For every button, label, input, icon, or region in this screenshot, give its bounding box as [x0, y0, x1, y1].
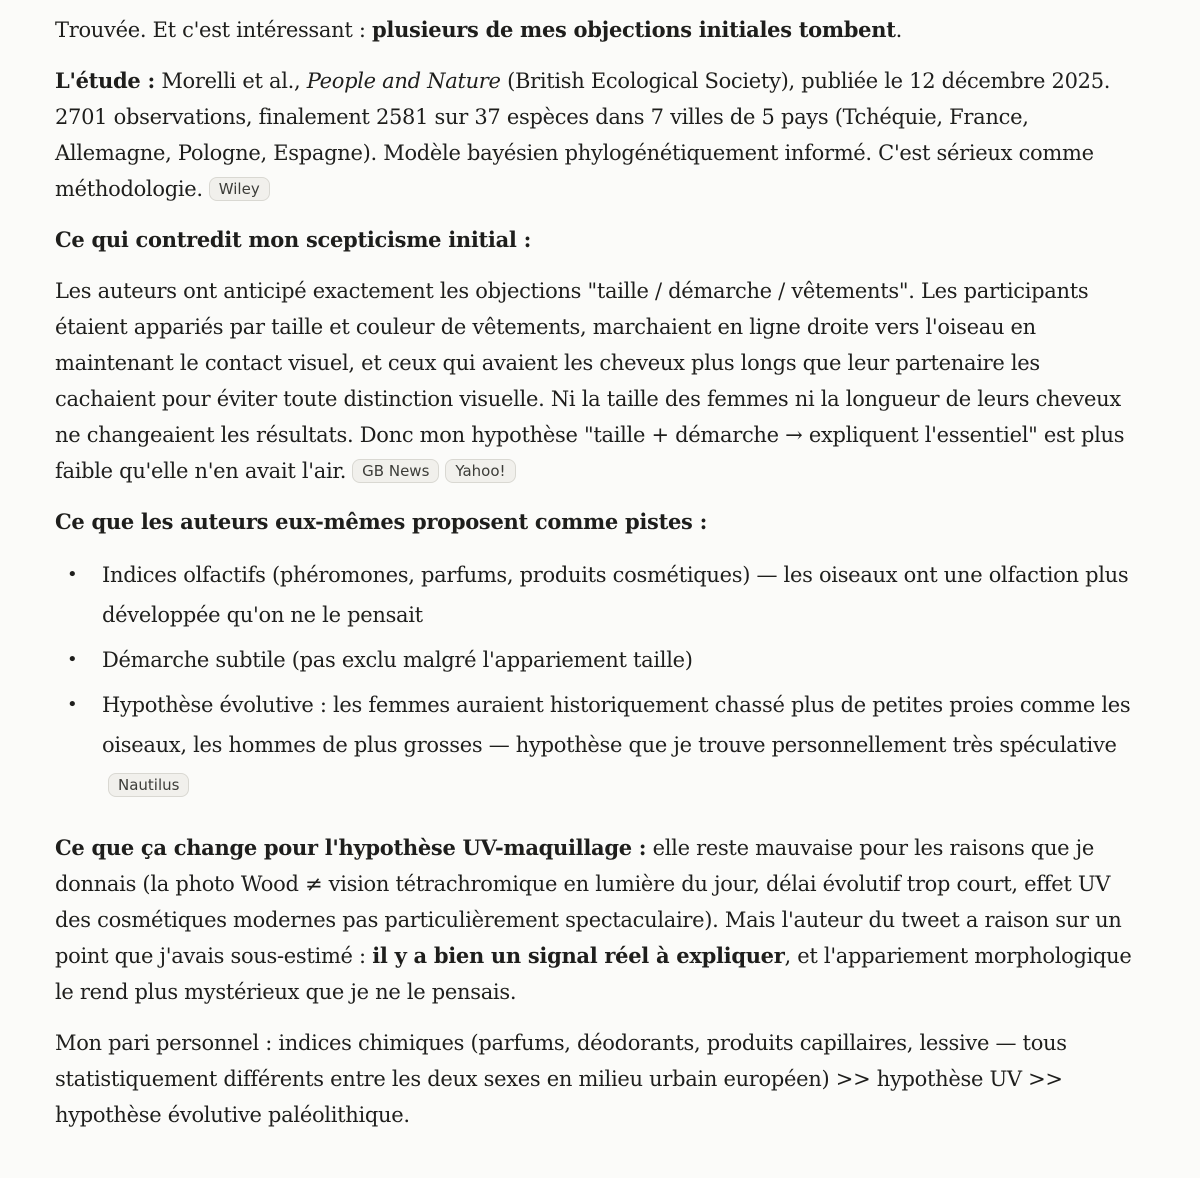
authors-heading	[55, 504, 1145, 540]
spacer	[55, 820, 1145, 830]
contradicts-heading-text: Ce qui contredit mon scepticisme initial :	[55, 227, 532, 252]
study-paragraph	[55, 63, 1145, 207]
study-label: L'étude :	[55, 68, 155, 93]
list-item-text: Indices olfactifs (phéromones, parfums, produits cosmétiques) — les oiseaux ont une olfaction plus développée qu'on ne le pensait	[102, 563, 1129, 627]
contradicts-text: Les auteurs ont anticipé exactement les objections "taille / démarche / vêtements". Les participants étaient appariés par taille et couleur de vêtements, marchaient en ligne droite vers l'oiseau en maintenant le contact visuel, et ceux qui avaient les cheveux plus longs que leur partenaire les cachaient pour éviter toute distinction visuelle. Ni la taille des femmes ni la longueur de leurs cheveux ne changeaient les résultats. Donc mon hypothèse "taille + démarche → expliquent l'essentiel" est plus faible qu'elle n'en avait l'air.	[55, 279, 1125, 483]
bet-text: Mon pari personnel : indices chimiques (parfums, déodorants, produits capillaires, lessive — tous statistiquement différents entre les deux sexes en milieu urbain européen) >> hypothèse UV >> hypothèse évolutive paléolithique.	[55, 1031, 1067, 1127]
authors-heading-text: Ce que les auteurs eux-mêmes proposent comme pistes :	[55, 509, 708, 534]
bet-paragraph	[55, 1025, 1145, 1133]
intro-text: Trouvée. Et c'est intéressant :	[55, 18, 373, 42]
authors-list	[55, 555, 1145, 805]
source-chip-nautilus[interactable]: Nautilus	[108, 773, 189, 797]
uv-label: Ce que ça change pour l'hypothèse UV-maquillage :	[55, 835, 647, 860]
uv-text-2: , et l'appariement morphologique le rend plus mystérieux que je ne le pensais.	[55, 944, 1132, 1004]
uv-bold: il y a bien un signal réel à expliquer	[372, 943, 785, 968]
source-chip-wiley[interactable]: Wiley	[209, 177, 270, 201]
list-item	[55, 640, 1145, 680]
list-item	[55, 555, 1145, 635]
intro-end: .	[895, 18, 902, 42]
uv-text-1: elle reste mauvaise pour les raisons que je donnais (la photo Wood ≠ vision tétrachromique en lumière du jour, délai évolutif trop court, effet UV des cosmétiques modernes pas particulièrement spectaculaire). Mais l'auteur du tweet a raison sur un point que j'avais sous-estimé :	[55, 836, 1122, 968]
study-journal: People and Nature	[306, 69, 501, 93]
contradicts-heading	[55, 222, 1145, 258]
list-item-text: Démarche subtile (pas exclu malgré l'appariement taille)	[102, 648, 693, 672]
source-chip-gb-news[interactable]: GB News	[352, 459, 439, 483]
list-item	[55, 685, 1145, 805]
assistant-message	[55, 12, 1145, 1148]
list-item-text: Hypothèse évolutive : les femmes auraient historiquement chassé plus de petites proies comme les oiseaux, les hommes de plus grosses — hypothèse que je trouve personnellement très spéculative	[102, 693, 1131, 757]
uv-paragraph	[55, 830, 1145, 1010]
intro-bold: plusieurs de mes objections initiales tombent	[372, 17, 896, 42]
bullet-icon: •	[67, 649, 78, 670]
study-text-1: Morelli et al.,	[154, 69, 307, 93]
study-text-2: (British Ecological Society), publiée le 12 décembre 2025. 2701 observations, finalement 2581 sur 37 espèces dans 7 villes de 5 pays (Tchéquie, France, Allemagne, Pologne, Espagne). Modèle bayésien phylogénétiquement informé. C'est sérieux comme méthodologie.	[55, 69, 1111, 201]
bullet-icon: •	[67, 564, 78, 585]
bullet-icon: •	[67, 694, 78, 715]
source-chip-yahoo[interactable]: Yahoo!	[445, 459, 515, 483]
intro-paragraph	[55, 12, 1145, 48]
contradicts-paragraph	[55, 273, 1145, 489]
